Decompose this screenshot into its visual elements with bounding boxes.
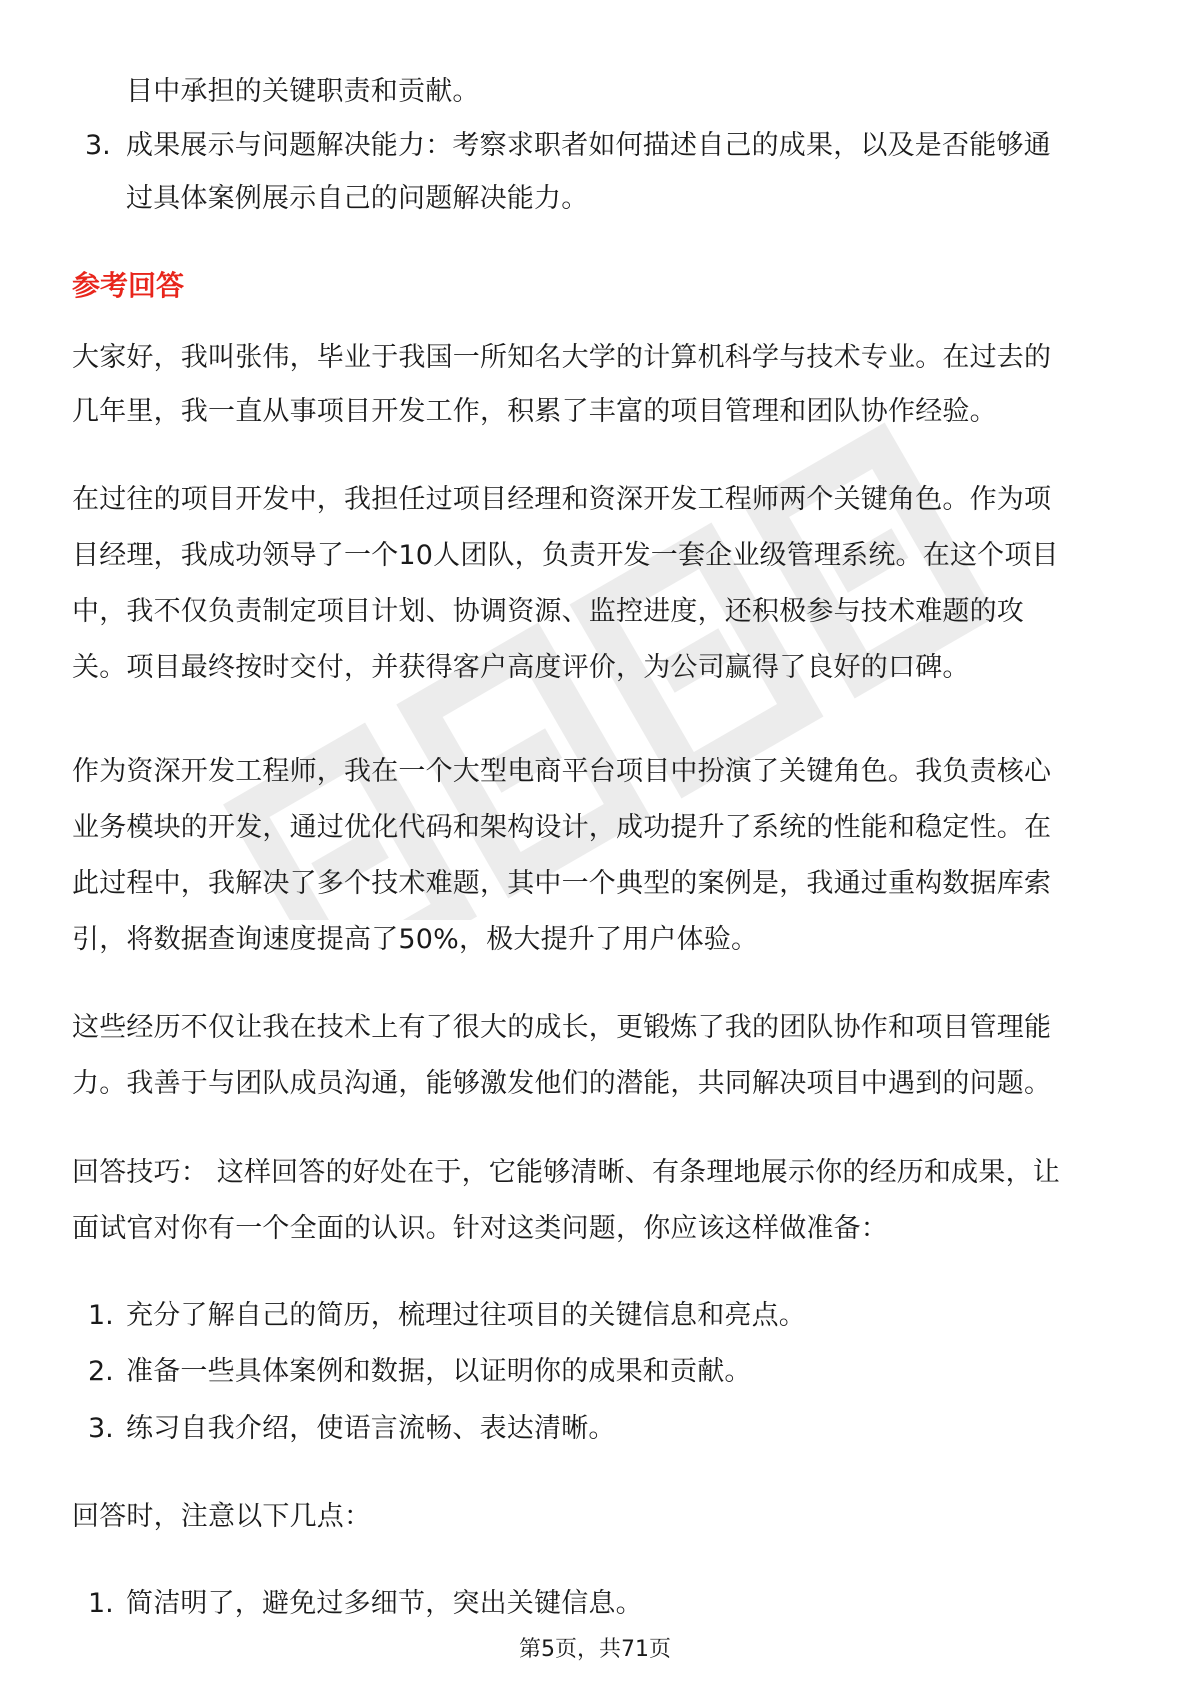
paragraph-line: 关。项目最终按时交付，并获得客户高度评价，为公司赢得了良好的口碑。 (72, 652, 970, 683)
notes-intro: 回答时，注意以下几点： (72, 1501, 372, 1532)
page-number-footer: 第5页，共71页 (519, 1637, 671, 1662)
prep-list-item: 充分了解自己的简历，梳理过往项目的关键信息和亮点。 (126, 1300, 806, 1331)
list-number: 3. (88, 1413, 114, 1444)
paragraph-line: 几年里，我一直从事项目开发工作，积累了丰富的项目管理和团队协作经验。 (72, 396, 997, 427)
paragraph-line: 引，将数据查询速度提高了50%，极大提升了用户体验。 (72, 924, 759, 955)
list-item-2-continuation: 目中承担的关键职责和贡献。 (126, 76, 480, 107)
prep-list-item: 准备一些具体案例和数据，以证明你的成果和贡献。 (126, 1356, 752, 1387)
paragraph-line: 大家好，我叫张伟，毕业于我国一所知名大学的计算机科学与技术专业。在过去的 (72, 342, 1052, 373)
paragraph-line: 此过程中，我解决了多个技术难题，其中一个典型的案例是，我通过重构数据库索 (72, 868, 1052, 899)
paragraph-line: 在过往的项目开发中，我担任过项目经理和资深开发工程师两个关键角色。作为项 (72, 484, 1052, 515)
tips-line: 回答技巧： 这样回答的好处在于，它能够清晰、有条理地展示你的经历和成果，让 (72, 1157, 1060, 1188)
list-number: 2. (88, 1356, 114, 1387)
list-item-3-line-1: 成果展示与问题解决能力：考察求职者如何描述自己的成果，以及是否能够通 (126, 130, 1051, 161)
paragraph-line: 中，我不仅负责制定项目计划、协调资源、监控进度，还积极参与技术难题的攻 (72, 596, 1024, 627)
tips-line: 面试官对你有一个全面的认识。针对这类问题，你应该这样做准备： (72, 1213, 888, 1244)
list-number: 1. (88, 1300, 114, 1331)
paragraph-line: 目经理，我成功领导了一个10人团队，负责开发一套企业级管理系统。在这个项目 (72, 540, 1059, 571)
list-number: 1. (88, 1588, 114, 1619)
section-heading: 参考回答 (72, 269, 185, 302)
list-item-3-line-2: 过具体案例展示自己的问题解决能力。 (126, 183, 589, 214)
notes-list-item: 简洁明了，避免过多细节，突出关键信息。 (126, 1588, 643, 1619)
paragraph-line: 这些经历不仅让我在技术上有了很大的成长，更锻炼了我的团队协作和项目管理能 (72, 1012, 1052, 1043)
list-number: 3. (85, 130, 111, 161)
paragraph-line: 业务模块的开发，通过优化代码和架构设计，成功提升了系统的性能和稳定性。在 (72, 812, 1052, 843)
prep-list-item: 练习自我介绍，使语言流畅、表达清晰。 (126, 1413, 616, 1444)
paragraph-line: 力。我善于与团队成员沟通，能够激发他们的潜能，共同解决项目中遇到的问题。 (72, 1068, 1052, 1099)
paragraph-line: 作为资深开发工程师，我在一个大型电商平台项目中扮演了关键角色。我负责核心 (72, 756, 1052, 787)
